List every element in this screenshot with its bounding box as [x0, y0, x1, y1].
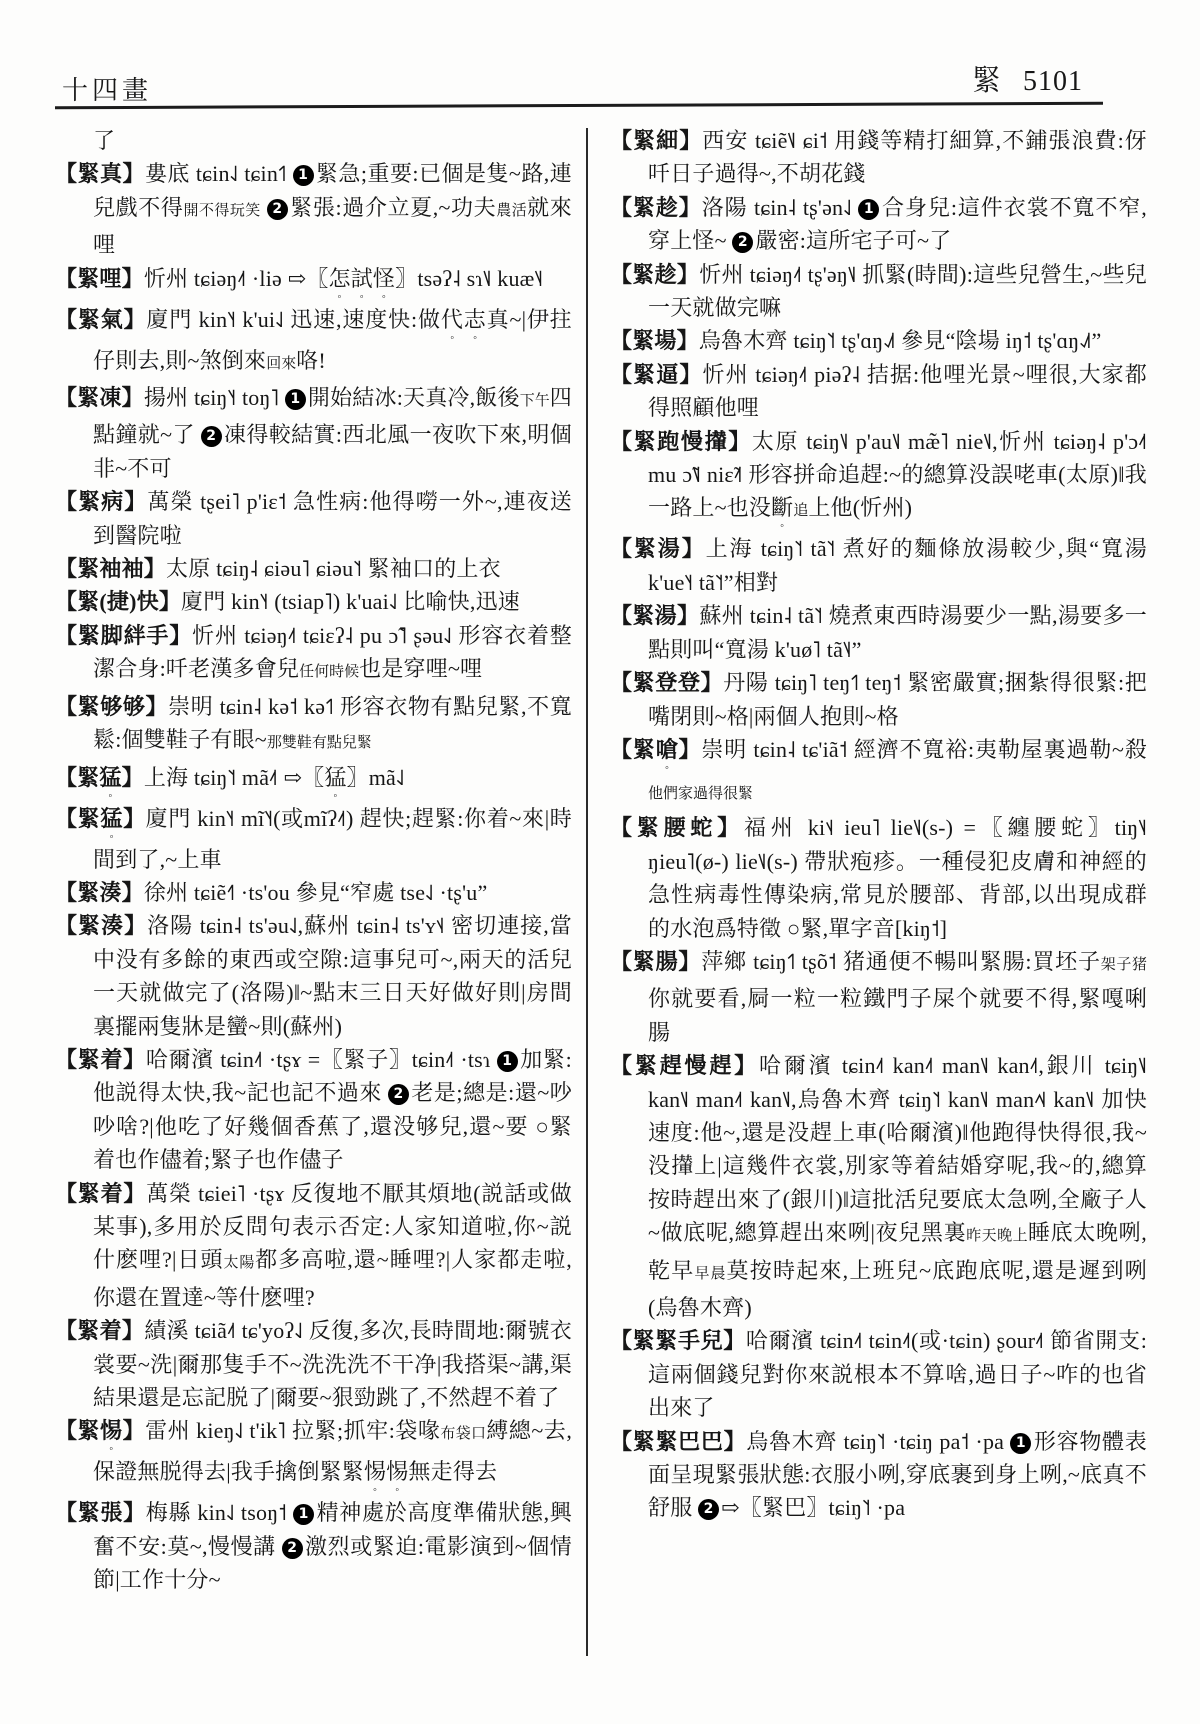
- entry-text: 崇明 tɕin˨ tɕ'iã˦ 經濟不寬裕:夷勒屋裏過勒~殺: [701, 736, 1147, 762]
- entry-text: 萬榮 tʂei˥ p'iɛ˦ 急性病:他得嘮一外~,連夜送到醫院啦: [93, 489, 572, 548]
- entry-headword: 【緊登登】: [610, 670, 724, 696]
- entry-headword: 【緊逼】: [610, 361, 703, 387]
- entry-text: 莫按時起來,上班兒~底跑底呢,還是遲到咧(烏魯木齊): [648, 1257, 1147, 1320]
- entry-headword: 【緊湯】: [610, 603, 700, 629]
- running-head: [972, 58, 1083, 99]
- dictionary-entry: [610, 532, 1147, 599]
- inline-gloss: 早晨: [694, 1265, 727, 1282]
- entry-text: 緊張:過介立夏,~功夫: [289, 194, 497, 220]
- entry-headword: 【緊趕慢趕】: [610, 1053, 760, 1079]
- entry-text: 〗tsəʔ˨ sɿ˥˩ kuæ˥˨: [395, 265, 544, 291]
- entry-text: 老是;總是:還~吵吵啥?|他吃了好幾個香蕉了,還没够兒,還~要 ○緊着也作儘着;緊子也作儘子: [93, 1080, 573, 1173]
- inline-gloss: 開不得玩笑: [183, 202, 261, 219]
- dictionary-entry: [55, 157, 572, 261]
- entry-headword: 【緊細】: [610, 128, 703, 153]
- dictionary-entry: [610, 124, 1147, 191]
- entry-text: 斷: [771, 495, 794, 521]
- entry-headword: 【緊氣】: [55, 306, 147, 332]
- dictionary-entry: [55, 485, 572, 552]
- inline-gloss: 昨天晚上: [966, 1228, 1029, 1245]
- entry-headword: 惕: [100, 1418, 123, 1444]
- dictionary-entry: [55, 303, 572, 381]
- entry-text: 代志: [440, 306, 487, 332]
- entry-text: 凍得較結實:西北風一夜吹下來,明個非~不可: [93, 422, 572, 481]
- entry-text: 也是穿哩~哩: [359, 656, 483, 682]
- entry-headword: 【緊: [55, 764, 100, 790]
- inline-gloss: 下午: [519, 393, 550, 410]
- entry-text: 福州 ki˦˨ ieu˥ lie˥˩(s-) =〖纏腰蛇〗tiŋ˥˨ ŋieu˥(ø-) lie˥˩(s-) 帶狀疱疹。一種侵犯皮膚和神經的急性病毒性傳染病,常見於腰部、背部,以出現成群的水泡爲特徵 ○緊,單字音[kiŋ˦]: [648, 815, 1147, 941]
- entry-text: 萍鄉 tɕiŋ˦˥ tʂõ˦ 猪通便不暢叫緊腸:買坯子: [701, 948, 1101, 974]
- inline-gloss: 他們家過得很緊: [648, 785, 754, 802]
- header-rule: [55, 102, 1103, 110]
- inline-gloss: 回來: [266, 355, 297, 372]
- dictionary-entry: [55, 876, 572, 909]
- dictionary-entry: [610, 945, 1147, 1049]
- entry-text: 怎試怪: [328, 265, 396, 291]
- entry-text: ⇨〖緊巴〗tɕiŋ˥˦ ·pa: [721, 1495, 906, 1521]
- dictionary-entry: [610, 733, 1147, 811]
- entry-text: 合身兒:這件衣裳不寬不窄,穿上怪~: [648, 194, 1147, 254]
- column-gap: [572, 124, 610, 1597]
- dictionary-entry: [55, 1414, 572, 1496]
- entry-text: 縛總~去,保證無脱得去|我手擒倒緊緊: [93, 1418, 573, 1485]
- dictionary-entry: [55, 552, 572, 585]
- right-column: [610, 124, 1147, 1597]
- entry-headword: 【緊湊】: [55, 913, 148, 939]
- entry-headword: 】: [122, 1418, 146, 1444]
- entry-text: 咯!: [296, 347, 326, 373]
- entry-headword: 【緊袖袖】: [55, 556, 167, 582]
- dictionary-entry: [610, 358, 1147, 425]
- entry-text: 忻州 tɕiəŋ˨˦ piəʔ˨ 拮据:他哩光景~哩很,大家都得照顧他哩: [648, 361, 1147, 421]
- entry-text: 激烈或緊迫:電影演到~個情節|工作十分~: [93, 1533, 572, 1593]
- entry-headword: 】: [123, 805, 146, 831]
- sense-number-badge: 1: [858, 199, 879, 220]
- inline-gloss: 布袋口: [440, 1426, 487, 1443]
- dictionary-entry: [610, 666, 1147, 733]
- sense-number-badge: 1: [293, 165, 314, 186]
- entry-text: 就來哩: [93, 194, 572, 258]
- entry-text: 上海 tɕiŋ˥˦ tã˥˦ 煮好的麵條放湯較少,與“寬湯 k'ue˥˧ tã˥˦”相對: [648, 536, 1147, 595]
- sense-number-badge: 1: [497, 1051, 518, 1072]
- sense-number-badge: 2: [732, 232, 753, 253]
- dictionary-entry: [610, 599, 1147, 666]
- entry-headword: 】: [121, 764, 144, 790]
- dictionary-entry: [610, 1324, 1147, 1424]
- dictionary-entry: [610, 1425, 1147, 1525]
- entry-text: 揚州 tɕiŋ˥˧ toŋ˥: [143, 385, 285, 411]
- dictionary-entry: [55, 802, 572, 876]
- entry-headword: 【緊脚絆手】: [55, 622, 193, 648]
- content-columns: [55, 124, 1147, 1597]
- dictionary-entry: [55, 690, 572, 761]
- dictionary-entry: [55, 1314, 572, 1414]
- entry-headword: 【緊腸】: [610, 948, 702, 974]
- entry-headword: 【緊緊巴巴】: [610, 1428, 747, 1454]
- entry-headword: 【緊(捷)快】: [55, 589, 182, 615]
- entry-text: 績溪 tɕiã˨˦ tɕ'yoʔ˨˩ 反復,多次,長時間地:爾號衣裳要~洗|爾那隻手不~洗洗洗不干净|我搭渠~講,渠結果還是忘記脱了|爾要~狠勁跳了,不然趕不着了: [93, 1318, 572, 1410]
- entry-text: 了: [93, 128, 116, 153]
- dictionary-entry: [55, 619, 572, 690]
- entry-text: 太原 tɕiŋ˨ ɕiəu˥ ɕiəu˥˦ 緊袖口的上衣: [166, 556, 501, 582]
- entry-headword: 【緊跑慢攆】: [610, 428, 752, 454]
- entry-headword: 【緊趁】: [610, 194, 702, 220]
- sense-number-badge: 1: [293, 1504, 314, 1525]
- entry-text: 精神處於高度準備狀態,興奮不安:莫~,慢慢講: [93, 1500, 572, 1559]
- entry-text: 〗mã˨˩: [346, 764, 405, 790]
- entry-text: 梅縣 kin˨˩ tsoŋ˦: [145, 1500, 294, 1526]
- entry-headword: 【緊够够】: [55, 693, 169, 719]
- sense-number-badge: 2: [282, 1538, 303, 1559]
- sense-number-badge: 2: [698, 1499, 719, 1520]
- entry-text: 無走得去: [408, 1459, 498, 1485]
- sense-number-badge: 2: [201, 426, 222, 447]
- entry-headword: 嗆: [655, 736, 679, 762]
- left-column: [55, 124, 572, 1597]
- entry-headword: 猛: [99, 764, 122, 790]
- entry-text: 忻州 tɕiəŋ˨˦ tɕiɛʔ˨ pu ɔ̃˥ ʂəu˨˩ 形容衣着整潔合身:吀老漢多會兒: [93, 622, 573, 682]
- entry-headword: 【緊凍】: [55, 385, 144, 411]
- dictionary-entry: [55, 1043, 572, 1177]
- entry-text: 四點鐘就~了: [93, 385, 572, 448]
- column-divider: [586, 128, 588, 1656]
- entry-headword: 【緊場】: [610, 328, 699, 354]
- dictionary-entry: [55, 1496, 572, 1596]
- entry-text: 惕惕: [364, 1459, 409, 1485]
- section-label: 十四畫: [62, 76, 153, 105]
- dictionary-entry: [610, 1049, 1147, 1324]
- entry-text: [261, 195, 267, 220]
- dictionary-entry: [55, 761, 572, 802]
- entry-text: 西安 tɕiẽ˥˩ ɕi˦ 用錢等精打細算,不鋪張浪費:伢吀日子過得~,不胡花錢: [648, 128, 1147, 187]
- entry-headword: 【緊着】: [55, 1180, 147, 1206]
- sense-number-badge: 1: [285, 389, 306, 410]
- inline-gloss: 農活: [496, 202, 528, 219]
- sense-number-badge: 2: [388, 1084, 409, 1105]
- entry-text: 忻州 tɕiəŋ˨˦ tʂ'əŋ˥˩ 抓緊(時間):這些兒營生,~些兒一天就做完嘛: [648, 261, 1147, 321]
- entry-headword: 【緊湊】: [55, 879, 144, 905]
- entry-text: 哈爾濱 tɕin˨˦ kan˨˦ man˥˩ kan˨˦,銀川 tɕiŋ˥˩ kan˥˩ man˨˦ kan˥˩,烏魯木齊 tɕiŋ˥˦ kan˥˩ man˨˦˨ kan˥˩ 加快速度:他~,還是没趕上車(哈爾濱)‖他跑得快得很,我~没攆上|這幾件衣裳,別家等着結婚穿呢,我~的,總算按時趕出來了(銀川)‖這批活兒要底太急咧,全廠子人~做底呢,總算趕出來咧|夜兒黑裏: [648, 1053, 1148, 1246]
- page-number: 5101: [1023, 66, 1084, 97]
- dictionary-entry: [610, 425, 1147, 533]
- entry-text: 形容物體表面呈現緊張狀態:衣服小咧,穿底裹到身上咧,~底真不舒服: [648, 1428, 1147, 1521]
- dictionary-entry: [55, 381, 572, 485]
- dictionary-entry: [610, 258, 1147, 325]
- entry-text: 上海 tɕiŋ˥˦ mã˨˦ ⇨〖: [143, 764, 325, 790]
- inline-gloss: 那雙鞋有點兒緊: [266, 735, 372, 752]
- entry-headword: 猛: [100, 805, 124, 831]
- entry-continuation: [55, 124, 572, 157]
- entry-text: 洛陽 tɕin˨ ts'əu˨˩,蘇州 tɕin˨ ts'ʏ˦˨ 密切連接,當中没有多餘的東西或空隙:這事兒可~,兩天的活兒一天就做完了(洛陽)‖~點末三日天好做好則|房間裏擺兩隻牀是蠻~則(蘇州): [93, 913, 572, 1039]
- entry-text: 開始結冰:天真冷,飯後: [307, 385, 520, 411]
- entry-text: 萬榮 tɕiei˥ ·tʂɤ 反復地不厭其煩地(説話或做某事),多用於反問句表示否定:人家知道啦,你~説什麽哩?|日頭: [93, 1180, 572, 1273]
- dictionary-entry: [610, 191, 1147, 258]
- dictionary-entry: [55, 1177, 572, 1315]
- sense-number-badge: 2: [267, 199, 288, 220]
- entry-headword: 【緊湯】: [610, 536, 706, 562]
- entry-text: 哈爾濱 tɕin˨˦ ·tʂɤ =〖緊子〗tɕin˨˦ ·tsɿ: [145, 1046, 497, 1072]
- entry-text: 哈爾濱 tɕin˨˦ tɕin˨˦(或·tɕin) ʂour˨˦ 節省開支:這兩個錢兒對你來説根本不算啥,過日子~咋的也省出來了: [648, 1328, 1148, 1421]
- entry-headword: 【緊: [55, 1418, 101, 1444]
- entry-text: 嚴密:這所宅子可~了: [755, 228, 952, 254]
- entry-text: 加緊:他説得太快,我~記也記不過來: [93, 1046, 572, 1106]
- entry-headword: 【緊張】: [55, 1500, 146, 1526]
- entry-headword: 【緊哩】: [55, 265, 144, 291]
- entry-headword: 【緊病】: [55, 489, 148, 515]
- entry-headword: 】: [678, 736, 702, 762]
- entry-text: 廈門 kin˥˧ mĩ˥˧(或mĩʔ˨˦) 趕快;趕緊:你着~來|時間到了,~上車: [93, 805, 572, 872]
- dictionary-entry: [55, 262, 572, 303]
- inline-gloss: 任何時候: [299, 664, 360, 681]
- entry-text: 洛陽 tɕin˨ tʂ'ən˨˩: [701, 194, 859, 220]
- dictionary-entry: [55, 585, 572, 618]
- entry-text: 睡底太晚咧,乾早: [648, 1220, 1147, 1283]
- entry-headword: 【緊真】: [55, 161, 145, 187]
- dictionary-entry: [55, 909, 572, 1043]
- entry-headword: 【緊腰蛇】: [610, 815, 744, 841]
- entry-headword: 【緊: [610, 736, 656, 762]
- inline-gloss: 太陽: [223, 1255, 256, 1272]
- entry-headword: 【緊趁】: [610, 261, 700, 287]
- entry-text: 猛: [324, 764, 347, 790]
- entry-text: 廈門 kin˥˧ (tsiap˥) k'uai˨˩ 比喻快,迅速: [181, 589, 520, 615]
- entry-text: 你就要看,屙一粒一粒鐵門子屎个就要不得,緊嘎唎腸: [648, 986, 1147, 1045]
- entry-text: 丹陽 tɕiŋ˥ teŋ˦˥ teŋ˦ 緊密嚴實;捆紮得很緊:把嘴閉則~格|兩個人抱則~格: [648, 670, 1147, 729]
- entry-text: 忻州 tɕiəŋ˨˦ ·liə ⇨〖: [143, 265, 329, 291]
- entry-headword: 【緊着】: [55, 1318, 145, 1344]
- entry-headword: 【緊緊手兒】: [610, 1328, 746, 1354]
- entry-text: 烏魯木齊 tɕiŋ˥˦ tʂ'ɑŋ˨˩˦ 參見“陰場 iŋ˦ tʂ'ɑŋ˨˩˦”: [698, 328, 1102, 354]
- sense-number-badge: 1: [1010, 1433, 1031, 1454]
- dictionary-entry: [610, 324, 1147, 357]
- entry-text: 崇明 tɕin˨ kə˦ kə˦˥ 形容衣物有點兒緊,不寬鬆:個雙鞋子有眼~: [93, 693, 572, 753]
- entry-text: 徐州 tɕiẽ˧˥ ·ts'ou 參見“窄處 tse˨˩ ·tʂ'u”: [143, 879, 488, 905]
- entry-text: 都多高啦,還~睡哩?|人家都走啦,你還在置達~等什麽哩?: [93, 1247, 572, 1310]
- entry-text: 緊急;重要:已個是隻~路,連兒戲不得: [93, 161, 572, 220]
- entry-headword: 【緊着】: [55, 1046, 146, 1072]
- entry-text: 雷州 kieŋ˨˩ t'ik˥ 拉緊;抓牢:袋喙: [145, 1418, 441, 1444]
- entry-text: 太原 tɕiŋ˥˩ p'au˥˩ mæ̃˥ nie˥˩,忻州 tɕiəŋ˨ p'ɔ˨˦ mu ɔ̃˥˩ niɛ̃˨˦ 形容拼命追趕:~的總算没誤咾車(太原)‖我一路上~也没: [648, 428, 1147, 521]
- entry-text: 婁底 tɕin˨˩ tɕin˦˥: [144, 161, 293, 187]
- inline-gloss: 架子猪: [1100, 956, 1147, 973]
- entry-headword: 【緊: [55, 805, 101, 831]
- entry-text: 烏魯木齊 tɕiŋ˥˦ ·tɕiŋ pa˦ ·pa: [746, 1428, 1011, 1454]
- entry-text: 上他(忻州): [808, 495, 913, 521]
- dictionary-entry: [610, 811, 1147, 945]
- entry-text: 廈門 kin˥˧ k'ui˨˩ 迅速,速度快:做: [146, 306, 441, 332]
- entry-text: 真~|伊拄仔則去,則~煞倒來: [93, 306, 572, 373]
- inline-gloss: 追: [793, 503, 809, 520]
- entry-text: 蘇州 tɕin˨ tã˥˦ 燒煮東西時湯要少一點,湯要多一點則叫“寬湯 k'uø˥ tã˥˨”: [648, 603, 1147, 662]
- running-headword: 緊: [972, 65, 1002, 97]
